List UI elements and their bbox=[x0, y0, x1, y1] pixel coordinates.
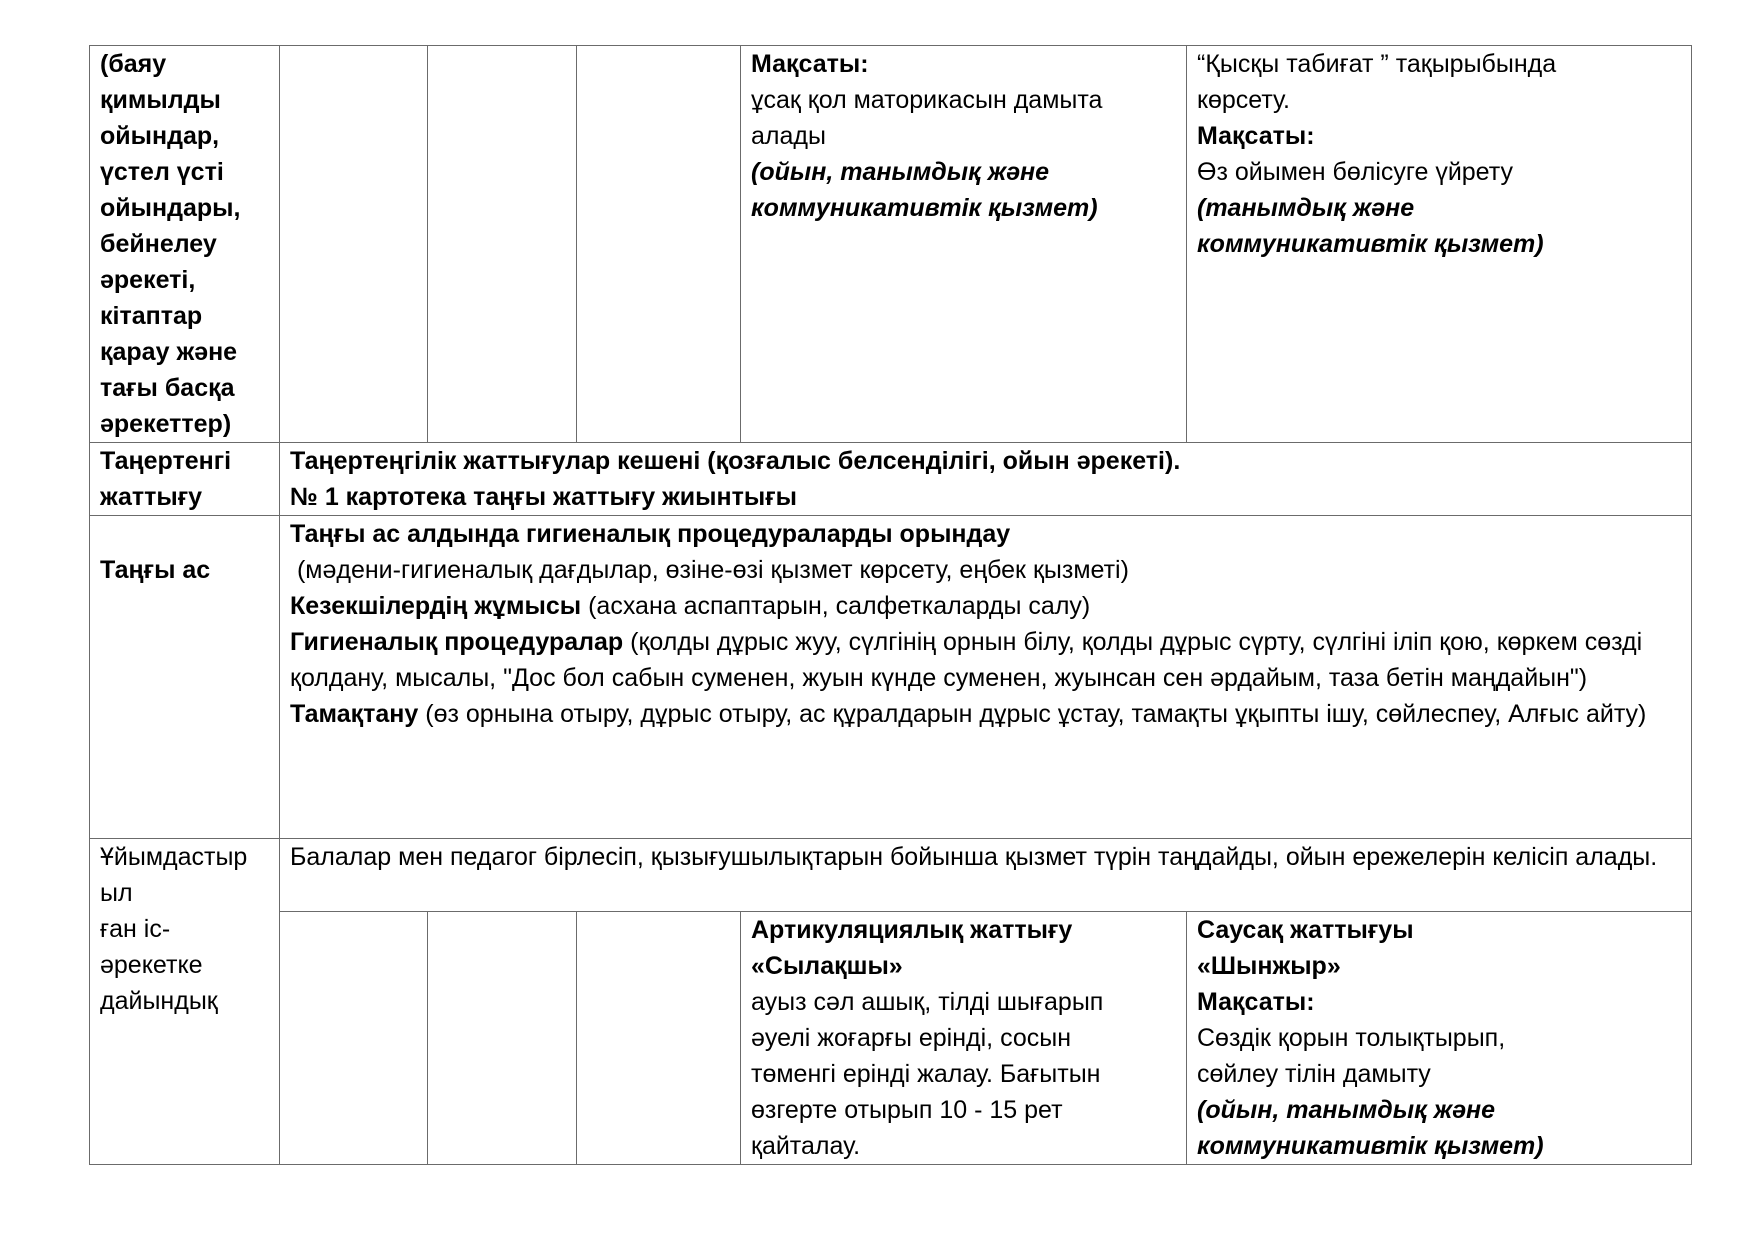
empty-cell bbox=[280, 912, 428, 1165]
exercise-title: Саусақ жаттығуы «Шынжыр» bbox=[1197, 916, 1414, 980]
row-label-cell bbox=[90, 443, 280, 516]
activity-note: (ойын, танымдық және коммуникативтік қызмет) bbox=[751, 158, 1098, 222]
goal-text: ұсақ қол маторикасын дамыта алады bbox=[751, 86, 1103, 150]
meal-label: Тамақтану bbox=[290, 700, 419, 728]
empty-cell bbox=[577, 46, 741, 443]
activity-cell bbox=[741, 912, 1187, 1165]
schedule-table bbox=[89, 45, 1692, 1165]
table-row bbox=[90, 46, 1692, 443]
topic-text: “Қысқы табиғат ” тақырыбында көрсету. bbox=[1197, 50, 1557, 114]
table-row bbox=[90, 443, 1692, 516]
empty-cell bbox=[428, 46, 577, 443]
table-row bbox=[90, 912, 1692, 1165]
activity-note: (танымдық және коммуникативтік қызмет) bbox=[1197, 194, 1544, 258]
content-cell bbox=[280, 443, 1692, 516]
exercise-complex: Таңертеңгілік жаттығулар кешені (қозғалыс белсенділігі, ойын әрекеті). bbox=[290, 447, 1181, 475]
section-subtitle: (мәдени-гигиеналық дағдылар, өзіне-өзі қызмет көрсету, еңбек қызметі) bbox=[290, 556, 1129, 584]
empty-cell bbox=[280, 46, 428, 443]
hygiene-paragraph bbox=[290, 624, 1681, 696]
row-label: Таңертенгі жаттығу bbox=[100, 447, 232, 511]
duty-paragraph bbox=[290, 588, 1681, 624]
goal-text: Өз ойымен бөлісуге үйрету bbox=[1197, 158, 1513, 186]
activity-cell bbox=[1187, 912, 1692, 1165]
row-label: Ұйымдастыр ыл ған іс- әрекетке дайындық bbox=[100, 843, 248, 1015]
exercise-title: Артикуляциялық жаттығу «Сылақшы» bbox=[751, 916, 1073, 980]
goal-heading: Мақсаты: bbox=[1197, 122, 1315, 150]
goal-heading: Мақсаты: bbox=[751, 50, 869, 78]
row-label-cell bbox=[90, 516, 280, 839]
duty-label: Кезекшілердің жұмысы bbox=[290, 592, 582, 620]
card-file: № 1 картотека таңғы жаттығу жиынтығы bbox=[290, 483, 797, 511]
empty-cell bbox=[428, 912, 577, 1165]
row-label-cell bbox=[90, 839, 280, 1165]
hygiene-text: (қолды дұрыс жуу, сүлгінің орнын білу, қолды дұрыс сүрту, сүлгіні іліп қою, көркем сөзді қолдану, мысалы, "Дос бол сабын суменен, жуын күнде суменен, жуынсан сен әрдайым, таза бетін маңдайын") bbox=[290, 628, 1643, 692]
goal-text: Сөздік қорын толықтырып, сөйлеу тілін дамыту bbox=[1197, 1024, 1506, 1088]
activity-note: (ойын, танымдық және коммуникативтік қызмет) bbox=[1197, 1096, 1544, 1160]
table-row bbox=[90, 516, 1692, 839]
goal-heading: Мақсаты: bbox=[1197, 988, 1315, 1016]
content-cell bbox=[280, 516, 1692, 839]
exercise-text: ауыз сәл ашық, тілді шығарып әуелі жоғарғы ерінді, сосын төменгі ерінді жалау. Бағытын өзгерте отырып 10 - 15 рет қайталау. bbox=[751, 988, 1104, 1160]
meal-text: (өз орнына отыру, дұрыс отыру, ас құралдарын дұрыс ұстау, тамақты ұқыпты ішу, сөйлеспеу, Алғыс айту) bbox=[418, 700, 1647, 728]
duty-text: (асхана аспаптарын, салфеткаларды салу) bbox=[581, 592, 1091, 620]
preparation-text: Балалар мен педагог бірлесіп, қызығушылықтарын бойынша қызмет түрін таңдайды, ойын ережелерін келісіп алады. bbox=[290, 843, 1658, 871]
activity-cell bbox=[741, 46, 1187, 443]
content-cell bbox=[280, 839, 1692, 912]
activity-cell bbox=[1187, 46, 1692, 443]
row-label: Таңғы ас bbox=[100, 556, 211, 584]
meal-paragraph bbox=[290, 696, 1681, 732]
row-label-cell bbox=[90, 46, 280, 443]
row-label: (баяу қимылды ойындар, үстел үсті ойындары, бейнелеу әрекеті, кітаптар қарау және тағы басқа әрекеттер) bbox=[100, 50, 241, 438]
hygiene-label: Гигиеналық процедуралар bbox=[290, 628, 624, 656]
empty-cell bbox=[577, 912, 741, 1165]
table-row bbox=[90, 839, 1692, 912]
section-title: Таңғы ас алдында гигиеналық процедураларды орындау bbox=[290, 520, 1011, 548]
